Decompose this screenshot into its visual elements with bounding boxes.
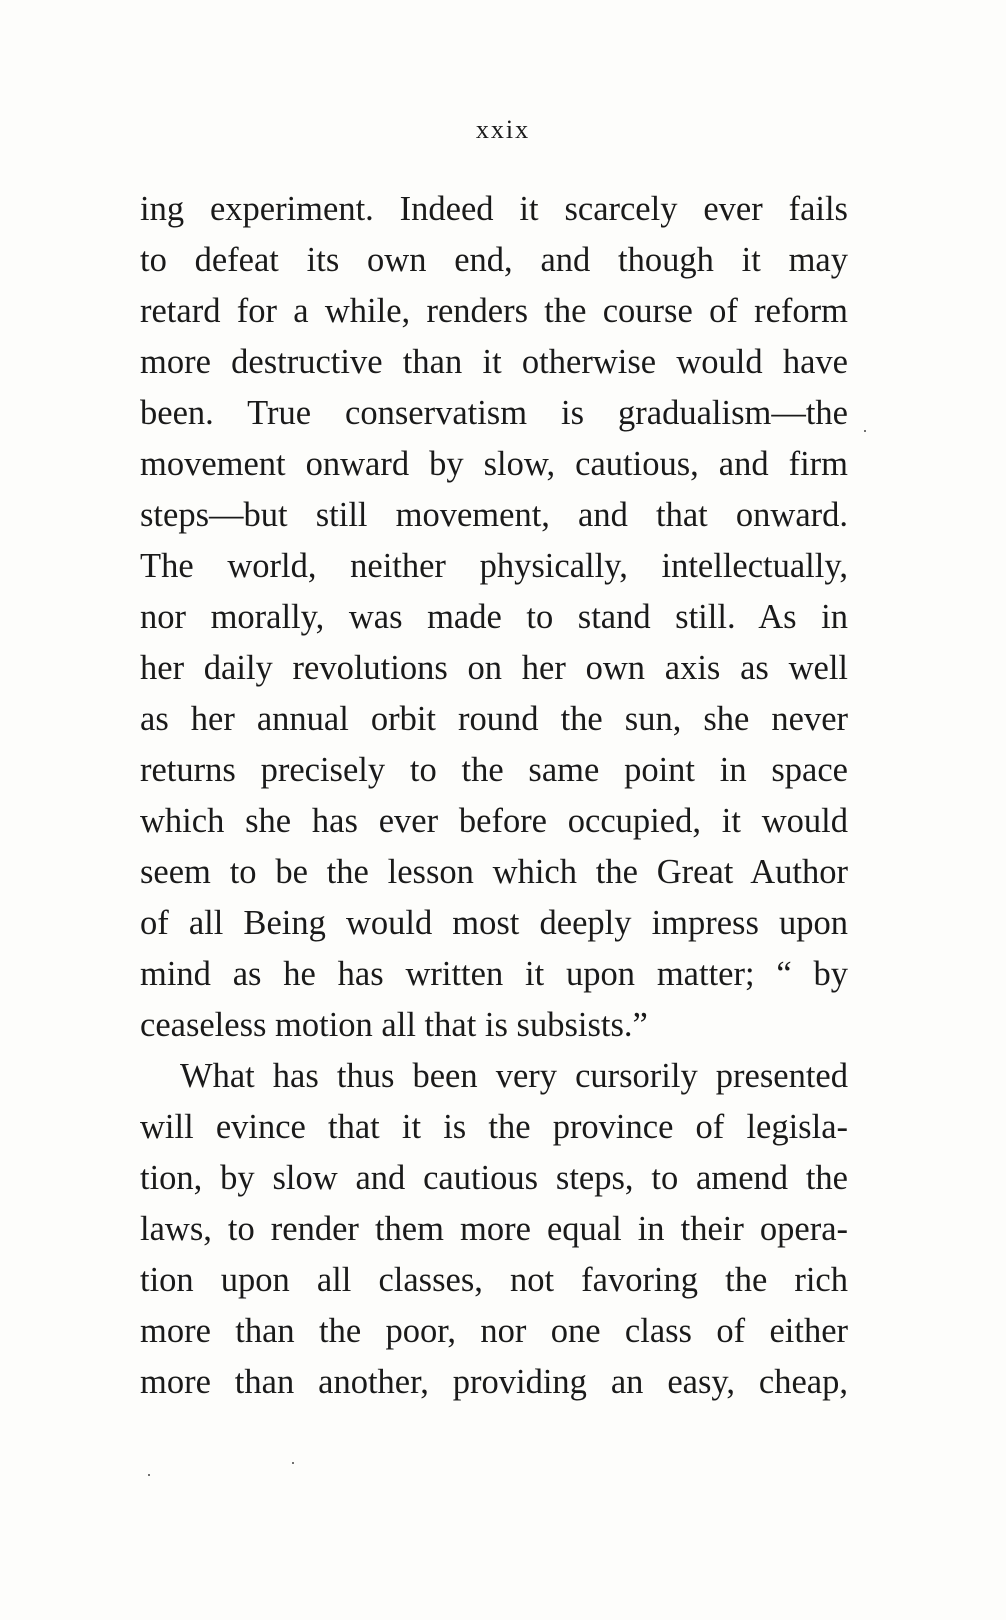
text-line: mind as he has written it upon matter; “ by [140, 955, 848, 993]
text-line: been. True conservatism is gradualism—the [140, 394, 848, 432]
page-number: xxix [475, 115, 531, 144]
paragraph-2 [140, 1051, 848, 1408]
text-line: nor morally, was made to stand still. As in [140, 598, 848, 636]
text-line: The world, neither physically, intellectually, [140, 547, 848, 585]
text-line: her daily revolutions on her own axis as well [140, 649, 848, 687]
text-line: more destructive than it otherwise would have [140, 343, 848, 381]
text-line: returns precisely to the same point in space [140, 751, 848, 789]
body-text [140, 184, 848, 1408]
text-line: ceaseless motion all that is subsists.” [140, 1006, 648, 1044]
text-line: What has thus been very cursorily presented [180, 1057, 848, 1095]
text-line: more than another, providing an easy, cheap, [140, 1363, 848, 1401]
paragraph-1 [140, 184, 848, 1051]
text-line: tion, by slow and cautious steps, to amend the [140, 1159, 848, 1197]
text-line: of all Being would most deeply impress upon [140, 904, 848, 942]
text-line: more than the poor, nor one class of either [140, 1312, 848, 1350]
text-line: laws, to render them more equal in their opera- [140, 1210, 848, 1248]
text-line: will evince that it is the province of legisla- [140, 1108, 848, 1146]
text-line: retard for a while, renders the course of reform [140, 292, 848, 330]
text-line: which she has ever before occupied, it would [140, 802, 848, 840]
text-line: steps—but still movement, and that onward. [140, 496, 848, 534]
text-line: ing experiment. Indeed it scarcely ever fails [140, 190, 848, 228]
text-line: to defeat its own end, and though it may [140, 241, 848, 279]
text-line: movement onward by slow, cautious, and firm [140, 445, 848, 483]
scan-speck [292, 1462, 294, 1464]
text-line: as her annual orbit round the sun, she never [140, 700, 848, 738]
text-line: seem to be the lesson which the Great Author [140, 853, 848, 891]
scan-speck [148, 1474, 150, 1476]
scan-speck [864, 430, 866, 432]
text-line: tion upon all classes, not favoring the rich [140, 1261, 848, 1299]
